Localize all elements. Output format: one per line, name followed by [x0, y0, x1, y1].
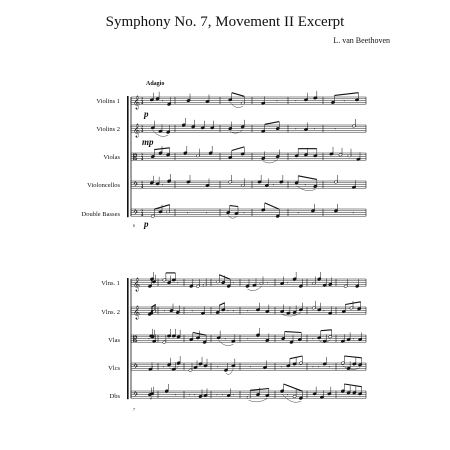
beam [344, 356, 361, 358]
page-number: 7 [133, 407, 135, 412]
beam [298, 176, 317, 180]
beam [232, 147, 245, 151]
rest-symbol: 𝄾 [174, 392, 177, 399]
rest-symbol: 𝄾 [243, 210, 245, 217]
clef-symbol: 𝄡 [133, 153, 138, 163]
beam [285, 332, 302, 333]
rest-symbol: 𝄾 [317, 364, 320, 371]
clef-symbol: 𝄢 [133, 181, 139, 191]
system-bracket [127, 278, 129, 399]
rest-symbol: 𝄾 [286, 280, 289, 287]
instrument-label-vlns-2: Vlns. 2 [101, 309, 120, 316]
rest-symbol: 𝄾 [224, 336, 226, 343]
beam [335, 93, 359, 96]
rest-symbol: 𝄾 [312, 336, 314, 343]
clef-symbol: 𝄢 [133, 391, 139, 401]
time-signature: 2 [141, 124, 144, 130]
page-number: 6 [133, 223, 135, 228]
time-signature: 4 [141, 100, 144, 106]
rest-symbol: 𝄾 [343, 98, 345, 105]
time-signature: 4 [141, 212, 144, 218]
rest-symbol: 𝄾 [232, 280, 235, 287]
instrument-label-dbs: Dbs [109, 393, 120, 400]
clef-symbol: 𝄡 [133, 335, 138, 345]
rest-symbol: 𝄾 [232, 308, 235, 315]
rest-symbol: 𝄾 [232, 392, 235, 399]
slur [248, 287, 262, 291]
instrument-label-vlns-1: Vlns. 1 [101, 280, 120, 287]
rest-symbol: 𝄾 [221, 392, 224, 399]
rest-symbol: 𝄾 [247, 308, 249, 315]
rest-symbol: 𝄾 [247, 336, 249, 343]
instrument-label-violas: Violas [103, 154, 120, 161]
beam [321, 330, 332, 331]
clef-symbol: 𝄞 [133, 123, 141, 138]
rest-symbol: 𝄾 [276, 98, 278, 105]
time-signature: 2 [141, 96, 144, 102]
beam [284, 384, 303, 391]
rest-symbol: 𝄾 [216, 392, 218, 399]
dynamic-marking: p [144, 219, 149, 229]
rest-symbol: 𝄾 [161, 98, 164, 105]
beam [265, 122, 280, 125]
rest-symbol: 𝄾 [323, 308, 325, 315]
rest-symbol: 𝄾 [313, 126, 316, 133]
beam [265, 203, 280, 209]
clef-symbol: 𝄞 [133, 277, 141, 292]
score-title: Symphony No. 7, Movement II Excerpt [105, 14, 345, 30]
composer-name: L. van Beethoven [333, 36, 390, 45]
rest-symbol: 𝄾 [352, 336, 355, 343]
time-signature: 2 [141, 152, 144, 158]
time-signature: 4 [141, 184, 144, 190]
rest-symbol: 𝄾 [272, 182, 274, 189]
rest-symbol: 𝄾 [217, 364, 219, 371]
instrument-label-violins-1: Violins 1 [96, 98, 120, 105]
rest-symbol: 𝄾 [304, 182, 306, 189]
rest-symbol: 𝄾 [152, 392, 154, 399]
instrument-label-vlcs: Vlcs [108, 365, 120, 372]
rest-symbol: 𝄾 [295, 98, 297, 105]
rest-symbol: 𝄾 [148, 336, 150, 343]
time-signature: 4 [141, 128, 144, 134]
rest-symbol: 𝄾 [162, 364, 165, 371]
clef-symbol: 𝄢 [133, 209, 139, 219]
time-signature: 2 [141, 208, 144, 214]
time-signature: 2 [141, 180, 144, 186]
instrument-label-violoncellos: Violoncellos [87, 182, 120, 189]
instrument-label-vlas: Vlas [108, 337, 120, 344]
rest-symbol: 𝄾 [177, 280, 179, 287]
dynamic-marking: p [144, 109, 149, 119]
rest-symbol: 𝄾 [191, 308, 193, 315]
clef-symbol: 𝄢 [133, 363, 139, 373]
dynamic-marking: mp [142, 137, 154, 147]
instrument-label-double-basses: Double Basses [81, 211, 120, 218]
clef-symbol: 𝄞 [133, 305, 141, 320]
rest-symbol: 𝄾 [297, 210, 299, 217]
rest-symbol: 𝄾 [312, 364, 314, 371]
rest-symbol: 𝄾 [163, 308, 166, 315]
time-signature: 4 [141, 156, 144, 162]
rest-symbol: 𝄾 [352, 210, 354, 217]
rest-symbol: 𝄾 [152, 364, 154, 371]
slur [249, 399, 268, 402]
beam [344, 384, 361, 387]
rest-symbol: 𝄾 [194, 392, 196, 399]
rest-symbol: 𝄾 [249, 364, 251, 371]
rest-symbol: 𝄾 [295, 126, 297, 133]
beam [232, 93, 245, 97]
rest-symbol: 𝄾 [334, 126, 336, 133]
rest-symbol: 𝄾 [189, 392, 191, 399]
tempo-marking: Adagio [146, 81, 165, 87]
system-bracket [127, 96, 129, 217]
rest-symbol: 𝄾 [161, 182, 164, 189]
beam [219, 303, 225, 306]
beam [230, 206, 238, 207]
rest-symbol: 𝄾 [227, 308, 229, 315]
rest-symbol: 𝄾 [328, 364, 331, 371]
rest-symbol: 𝄾 [187, 210, 189, 217]
slur [219, 341, 234, 346]
rest-symbol: 𝄾 [280, 364, 282, 371]
rest-symbol: 𝄾 [286, 392, 289, 399]
clef-symbol: 𝄞 [133, 95, 141, 110]
instrument-label-violins-2: Violins 2 [96, 126, 120, 133]
rest-symbol: 𝄾 [206, 210, 208, 217]
rest-symbol: 𝄾 [267, 280, 269, 287]
